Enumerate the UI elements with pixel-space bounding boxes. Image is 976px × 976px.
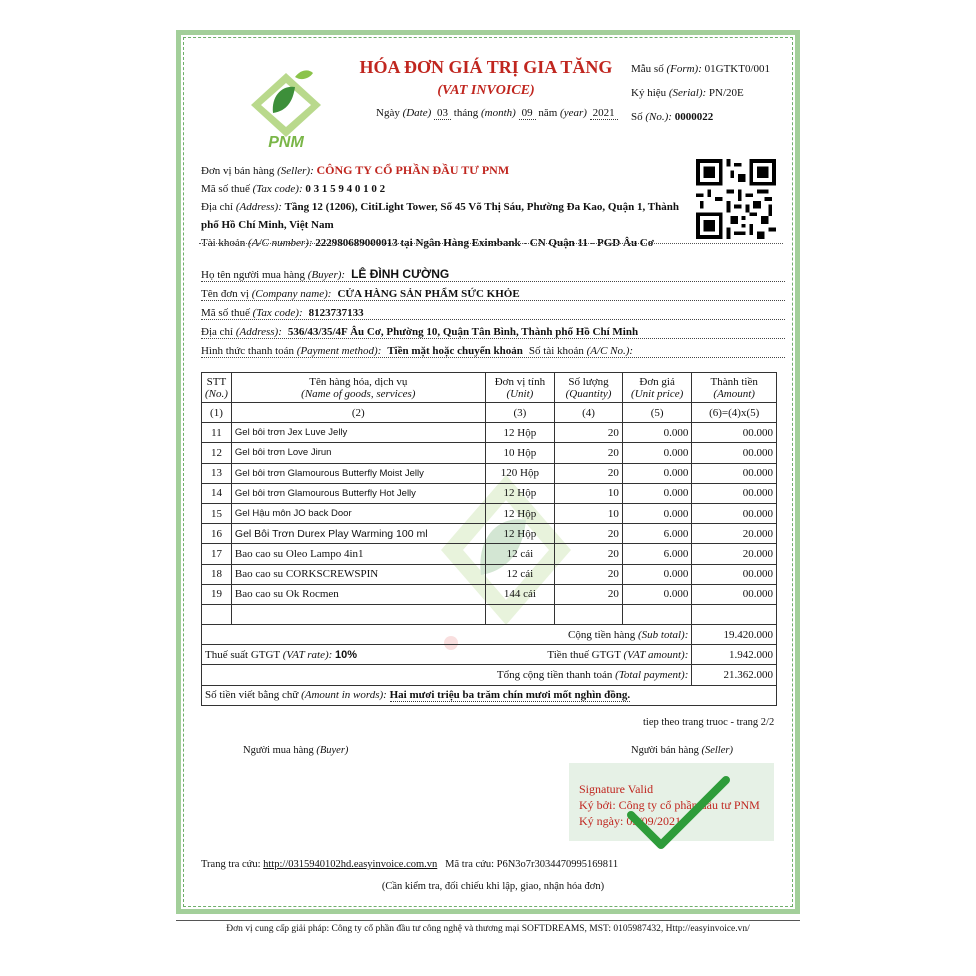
buyer-info — [201, 263, 785, 358]
table-row: 14 Gel bôi trơn Glamourous Butterfly Hot Jelly 12 Hộp 10 0.000 00.000 — [202, 483, 777, 503]
buyer-address: Địa chỉ (Address): 536/43/35/4F Âu Cơ, Phường 10, Quận Tân Bình, Thành phố Hồ Chí Minh — [201, 320, 785, 339]
check-note: (Cần kiểm tra, đối chiếu khi lập, giao, nhận hóa đơn) — [381, 881, 605, 892]
seller-info — [201, 161, 681, 252]
amount-in-words-row: Số tiền viết bằng chữ (Amount in words): Hai mươi triệu ba trăm chín mươi mốt nghìn đồng. — [202, 685, 777, 705]
total-row: Tổng cộng tiền thanh toán (Total payment): 21.362.000 — [202, 665, 777, 685]
vat-amount-value: 1.942.000 — [692, 645, 777, 665]
date-day: 03 — [434, 107, 451, 120]
items-table — [201, 372, 777, 706]
vat-row: Thuế suất GTGT (VAT rate): 10% Tiền thuế GTGT (VAT amount): 1.942.000 — [202, 645, 777, 665]
buyer-signature-label: Người mua hàng (Buyer) — [243, 745, 349, 756]
subtotal-value: 19.420.000 — [692, 625, 777, 645]
table-row: 16 Gel Bôi Trơn Durex Play Warming 100 ml 12 Hộp 20 6.000 20.000 — [202, 524, 777, 544]
buyer-payment: Hình thức thanh toán (Payment method): Tiền mặt hoặc chuyển khoản Số tài khoản (A/C No.): — [201, 339, 785, 358]
table-row: 18 Bao cao su CORKSCREWSPIN 12 cái 20 0.000 00.000 — [202, 564, 777, 584]
invoice-subtitle: (VAT INVOICE) — [437, 83, 535, 98]
seller-address: Địa chỉ (Address): Tầng 12 (1206), CitiLight Tower, Số 45 Võ Thị Sáu, Phường Đa Kao, Quận 1, Thành phố Hồ Chí Minh, Việt Nam — [201, 201, 679, 231]
qr-code-icon[interactable] — [696, 159, 776, 239]
invoice-meta — [631, 57, 770, 129]
form-number: Mẫu số (Form): 01GTKT0/001 — [631, 63, 771, 75]
leaf-diamond-logo-icon — [243, 55, 329, 151]
signature-date: Ký ngày: 03/09/2021 — [579, 814, 681, 828]
buyer-tax-code: Mã số thuế (Tax code): 8123737133 — [201, 301, 785, 320]
seller-signature-label: Người bán hàng (Seller) — [631, 745, 733, 756]
buyer-name: Họ tên người mua hàng (Buyer): LÊ ĐÌNH CƯỜNG — [201, 263, 785, 282]
invoice-number: Số (No.): 0000022 — [631, 111, 714, 123]
page-continuation: tiep theo trang truoc - trang 2/2 — [643, 717, 775, 728]
invoice-title: HÓA ĐƠN GIÁ TRỊ GIA TĂNG — [359, 57, 613, 77]
table-row: 13 Gel bôi trơn Glamourous Butterfly Moist Jelly 120 Hộp 20 0.000 00.000 — [202, 463, 777, 483]
table-row: 15 Gel Hậu môn JO back Door 12 Hộp 10 0.000 00.000 — [202, 503, 777, 523]
buyer-company: Tên đơn vị (Company name): CỬA HÀNG SẢN PHẨM SỨC KHỎE — [201, 282, 785, 301]
header-amount: Thành tiền (Amount) — [692, 373, 777, 403]
seller-tax-code: Mã số thuế (Tax code): 0 3 1 5 9 4 0 1 0 2 — [201, 183, 386, 195]
lookup-link[interactable]: http://0315940102hd.easyinvoice.com.vn — [263, 859, 438, 870]
signature-signed-by: Ký bởi: Công ty cổ phần đầu tư PNM — [579, 798, 760, 812]
table-row: 19 Bao cao su Ok Rocmen 144 cái 20 0.000 00.000 — [202, 584, 777, 604]
table-row: 17 Bao cao su Oleo Lampo 4in1 12 cái 20 6.000 20.000 — [202, 544, 777, 564]
header-quantity: Số lượng (Quantity) — [555, 373, 623, 403]
date-year: 2021 — [590, 107, 618, 120]
empty-row — [202, 604, 777, 624]
lookup-code: P6N3o7r3034470995169811 — [496, 859, 619, 870]
table-header-row — [202, 373, 777, 403]
seller-name: Đơn vị bán hàng (Seller): CÔNG TY CỔ PHẦN ĐẦU TƯ PNM — [201, 163, 510, 177]
checkmark-icon — [621, 775, 731, 855]
date-month: 09 — [519, 107, 536, 120]
divider — [199, 243, 783, 244]
header-no: STT (No.) — [202, 373, 232, 403]
header-unit-price: Đơn giá (Unit price) — [622, 373, 691, 403]
header-unit: Đơn vị tính (Unit) — [485, 373, 554, 403]
serial-number: Ký hiệu (Serial): PN/20E — [631, 87, 744, 99]
table-row: 12 Gel bôi trơn Love Jirun 10 Hộp 20 0.000 00.000 — [202, 443, 777, 463]
signature-valid: Signature Valid — [579, 782, 654, 796]
footer-divider — [176, 920, 800, 921]
footer-provider: Đơn vị cung cấp giải pháp: Công ty cổ phần đầu tư công nghệ và thương mại SOFTDREAMS, MST: 0105987432, Http://easyinvoice.vn/ — [226, 924, 750, 934]
logo-text: PNM — [268, 134, 304, 151]
total-value: 21.362.000 — [692, 665, 777, 685]
column-number-row: (1) (2) (3) (4) (5) (6)=(4)x(5) — [202, 403, 777, 423]
lookup-info: Trang tra cứu: http://0315940102hd.easyinvoice.com.vn Mã tra cứu: P6N3o7r3034470995169811 — [201, 859, 619, 870]
invoice-page — [176, 30, 800, 914]
subtotal-row: Cộng tiền hàng (Sub total): 19.420.000 — [202, 625, 777, 645]
invoice-date: Ngày (Date) 03 tháng (month) 09 năm (year) 2021 — [376, 107, 618, 119]
table-row: 11 Gel bôi trơn Jex Luve Jelly 12 Hộp 20 0.000 00.000 — [202, 423, 777, 443]
header-name: Tên hàng hóa, dịch vụ (Name of goods, services) — [231, 373, 485, 403]
seller-account: Tài khoản (A/C number): 222980689000013 tại Ngân Hàng Eximbank - CN Quận 11 - PGD Âu Cơ — [201, 237, 654, 249]
